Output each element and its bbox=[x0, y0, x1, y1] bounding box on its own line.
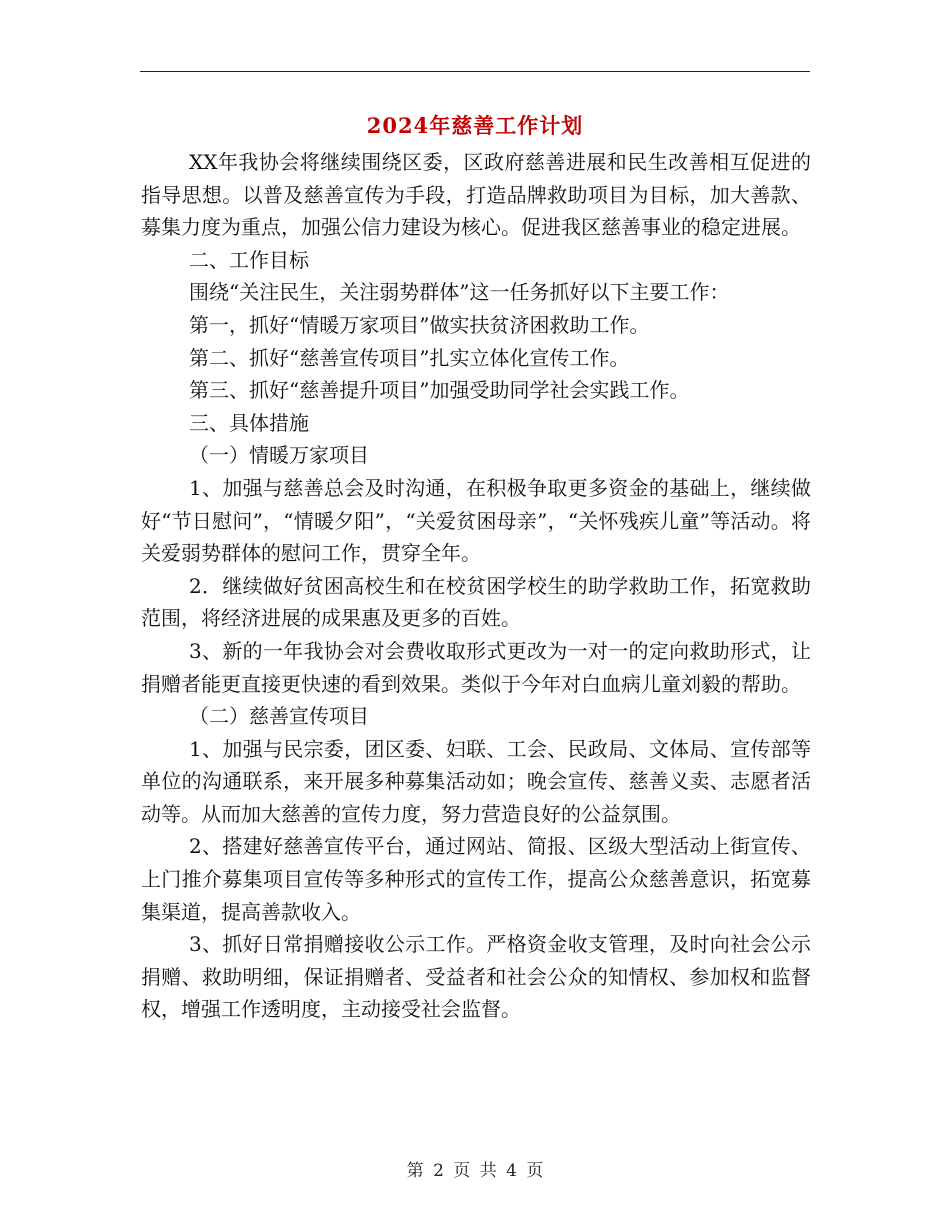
document-title: 2024年慈善工作计划 bbox=[366, 113, 584, 138]
subsection-heading-1: （一）情暖万家项目 bbox=[189, 443, 369, 468]
measure-1-item-1: 1、加强与慈善总会及时沟通，在积极争取更多资金的基础上，继续做好“节日慰问”，“情暖夕阳”，“关爱贫困母亲”，“关怀残疾儿童”等活动。将关爱弱势群体的慰问工作，贯穿全年。 bbox=[141, 475, 811, 566]
goal-item-3: 第三、抓好“慈善提升项目”加强受助同学社会实践工作。 bbox=[189, 378, 690, 403]
section-heading-measures: 三、具体措施 bbox=[189, 410, 309, 435]
goal-item-1: 第一，抓好“情暖万家项目”做实扶贫济困救助工作。 bbox=[189, 312, 650, 337]
measure-1-item-2: 2．继续做好贫困高校生和在校贫困学校生的助学救助工作，拓宽救助范围，将经济进展的成果惠及更多的百姓。 bbox=[141, 573, 811, 631]
header-rule bbox=[140, 71, 810, 72]
document-body bbox=[141, 146, 811, 1026]
goal-item-2: 第二、抓好“慈善宣传项目”扎实立体化宣传工作。 bbox=[189, 345, 630, 370]
goals-intro: 围绕“关注民生，关注弱势群体”这一任务抓好以下主要工作： bbox=[189, 280, 730, 305]
page-number: 第 2 页 共 4 页 bbox=[406, 1161, 544, 1181]
intro-paragraph: XX年我协会将继续围绕区委，区政府慈善进展和民生改善相互促进的指导思想。以普及慈善宣传为手段，打造品牌救助项目为目标，加大善款、募集力度为重点，加强公信力建设为核心。促进我区慈善事业的稳定进展。 bbox=[141, 150, 811, 240]
subsection-heading-2: （二）慈善宣传项目 bbox=[189, 704, 369, 729]
measure-2-item-3: 3、抓好日常捐赠接收公示工作。严格资金收支管理，及时向社会公示捐赠、救助明细，保证捐赠者、受益者和社会公众的知情权、参加权和监督权，增强工作透明度，主动接受社会监督。 bbox=[141, 932, 811, 1022]
measure-2-item-2: 2、搭建好慈善宣传平台，通过网站、简报、区级大型活动上街宣传、上门推介募集项目宣传等多种形式的宣传工作，提高公众慈善意识，拓宽募集渠道，提高善款收入。 bbox=[141, 834, 811, 924]
measure-2-item-1: 1、加强与民宗委，团区委、妇联、工会、民政局、文体局、宣传部等单位的沟通联系，来开展多种募集活动如；晚会宣传、慈善义卖、志愿者活动等。从而加大慈善的宣传力度，努力营造良好的公益氛围。 bbox=[141, 736, 811, 826]
section-heading-goals: 二、工作目标 bbox=[189, 247, 309, 272]
measure-1-item-3: 3、新的一年我协会对会费收取形式更改为一对一的定向救助形式，让捐赠者能更直接更快速的看到效果。类似于今年对白血病儿童刘毅的帮助。 bbox=[141, 638, 811, 696]
